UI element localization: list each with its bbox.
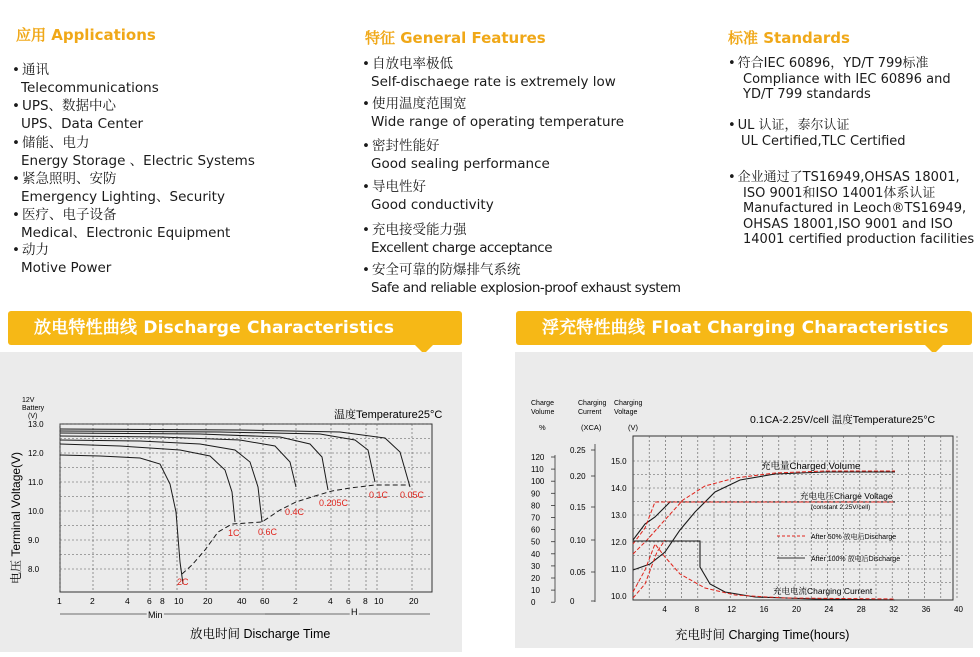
- x-tick-label: 8: [694, 605, 700, 614]
- rate-label: 0.1C: [369, 490, 389, 500]
- list-item: [728, 56, 951, 103]
- item-en: Medical、Electronic Equipment: [21, 225, 231, 241]
- x-tick-label: 2: [90, 596, 95, 606]
- axis-ticks: [531, 444, 963, 614]
- list-item: [12, 134, 255, 170]
- voltage-curve-label: 充电电压Charge Voltage: [800, 491, 893, 501]
- axis-unit: (V): [628, 423, 638, 432]
- voltage-tick-label: 15.0: [611, 457, 627, 466]
- float-chart: [515, 352, 973, 648]
- axis-head: Charge: [531, 400, 554, 407]
- plot-grid: [60, 424, 432, 592]
- discharge-curve: [60, 433, 328, 490]
- float-banner: 浮充特性曲线 Float Charging Characteristics: [516, 311, 972, 345]
- temperature-note: 温度Temperature25°C: [334, 409, 443, 421]
- std-line: • UL 认证，泰尔认证: [728, 118, 906, 134]
- volume-tick-label: 120: [531, 453, 545, 462]
- x-tick-label: 4: [662, 605, 667, 614]
- std-line: UL Certified,TLC Certified: [741, 133, 906, 149]
- discharge-chart-svg: [0, 352, 462, 652]
- standards-list: [728, 56, 978, 256]
- std-line: OHSAS 18001,ISO 9001 and ISO: [743, 216, 953, 232]
- volume-tick-label: 70: [531, 513, 540, 523]
- x-tick-label: 40: [954, 605, 963, 614]
- h-label: H: [351, 607, 358, 617]
- rate-labels: [177, 490, 425, 587]
- y-tick-label: 9.0: [28, 536, 40, 545]
- x-axis-label: 放电时间 Discharge Time: [190, 627, 331, 641]
- item-cn: • 密封性能好: [362, 137, 550, 155]
- list-item: [362, 261, 681, 297]
- rate-label: 0.4C: [285, 507, 305, 517]
- voltage-tick-label: 11.0: [611, 565, 626, 574]
- x-tick-label: 20: [792, 605, 801, 614]
- item-en: Telecommunications: [21, 80, 159, 96]
- volume-tick-label: 80: [531, 501, 540, 511]
- rate-label: 0.6C: [258, 527, 278, 537]
- x-tick-label: 8: [363, 596, 368, 606]
- item-cn: • 安全可靠的防爆排气系统: [362, 261, 681, 279]
- x-tick-label: 6: [346, 596, 351, 606]
- item-en: Motive Power: [21, 260, 112, 276]
- item-cn: • 紧急照明、安防: [12, 170, 225, 188]
- x-ticks: [57, 596, 419, 606]
- x-tick-label: 16: [759, 605, 769, 614]
- y-tick-label: 12.0: [28, 449, 44, 458]
- item-cn: • 导电性好: [362, 178, 494, 196]
- x-tick-label: 20: [203, 596, 213, 606]
- volume-tick-label: 90: [531, 489, 540, 499]
- item-en: UPS、Data Center: [21, 116, 144, 132]
- axis-unit: (XCA): [581, 423, 602, 432]
- list-item: [362, 137, 550, 173]
- std-line: ISO 9001和ISO 14001体系认证: [743, 185, 936, 201]
- volume-tick-label: 40: [531, 549, 540, 559]
- discharge-curve: [60, 436, 296, 487]
- volume-tick-label: 20: [531, 574, 540, 583]
- item-en: Good conductivity: [371, 197, 494, 213]
- std-line: • 符合IEC 60896，YD/T 799标准: [728, 56, 951, 72]
- item-en: Emergency Lighting、Security: [21, 189, 225, 205]
- item-en: Excellent charge acceptance: [371, 240, 553, 256]
- voltage-tick-label: 14.0: [611, 484, 627, 493]
- axis-head: Current: [578, 409, 602, 416]
- volume-tick-label: 50: [531, 537, 540, 547]
- applications-title: 应用 Applications: [16, 26, 156, 44]
- item-en: Self-dischaege rate is extremely low: [371, 74, 616, 90]
- discharge-curve: [60, 455, 183, 584]
- y-ticks: [28, 420, 44, 574]
- list-item: [362, 221, 552, 257]
- volume-tick-label: 100: [531, 477, 545, 487]
- rate-label: 0.205C: [319, 498, 349, 508]
- x-tick-label: 6: [147, 596, 152, 606]
- volume-curve-label: 充电量Charged Volume: [761, 461, 861, 472]
- item-cn: • 使用温度范围宽: [362, 95, 624, 113]
- std-line: YD/T 799 standards: [743, 87, 871, 102]
- legend-100: After 100% 放电后Discharge: [811, 556, 901, 563]
- item-en: Wide range of operating temperature: [371, 114, 625, 130]
- x-tick-label: 36: [921, 605, 931, 614]
- x-tick-label: 20: [409, 596, 419, 606]
- x-tick-label: 32: [889, 605, 899, 614]
- float-chart-svg: [515, 352, 973, 648]
- list-item: [728, 170, 974, 248]
- x-tick-label: 1: [57, 596, 62, 606]
- x-axis-label: 充电时间 Charging Time(hours): [675, 628, 850, 642]
- volume-tick-label: 110: [531, 465, 544, 475]
- rate-label: 0.05C: [400, 490, 425, 500]
- current-tick-label: 0.10: [570, 536, 586, 545]
- volume-tick-label: 30: [531, 561, 540, 571]
- std-line: 14001 certified production facilities: [743, 232, 975, 247]
- discharge-banner: 放电特性曲线 Discharge Characteristics: [8, 311, 462, 345]
- voltage-tick-label: 12.0: [611, 538, 627, 547]
- legend-50: After 50% 放电后Discharge: [811, 534, 897, 541]
- applications-list: [12, 61, 342, 281]
- x-tick-label: 40: [237, 596, 247, 606]
- y-tick-label: 11.0: [28, 478, 43, 487]
- axis-head: Voltage: [614, 409, 638, 416]
- list-item: [728, 118, 906, 149]
- item-cn: • 通讯: [12, 61, 159, 79]
- list-item: [12, 206, 230, 242]
- y-tick-label: 13.0: [28, 420, 44, 429]
- min-label: Min: [148, 610, 163, 620]
- item-en: Good sealing performance: [371, 156, 550, 172]
- axis-head: Volume: [531, 409, 555, 416]
- y-caption: Battery: [22, 405, 45, 412]
- x-tick-label: 10: [374, 596, 384, 606]
- plot-frame: [60, 424, 432, 592]
- list-item: [12, 241, 111, 277]
- x-tick-label: 28: [856, 605, 866, 614]
- std-line: Manufactured in Leoch®TS16949,: [743, 201, 967, 216]
- item-cn: • 自放电率极低: [362, 55, 616, 73]
- x-tick-label: 8: [160, 596, 165, 606]
- x-tick-label: 4: [125, 596, 130, 606]
- features-title: 特征 General Features: [365, 29, 546, 47]
- item-cn: • UPS、数据中心: [12, 97, 143, 115]
- discharge-chart: [0, 352, 462, 652]
- list-item: [362, 178, 494, 214]
- current-tick-label: 0.15: [570, 503, 586, 512]
- features-list: [362, 55, 712, 295]
- rate-label: 1C: [228, 528, 240, 538]
- axis-head: Charging: [614, 400, 643, 407]
- list-item: [12, 97, 143, 133]
- volume-tick-label: 0: [531, 598, 536, 608]
- axis-heads: [531, 400, 643, 432]
- volume-tick-label: 10: [531, 586, 540, 596]
- y-axis-label: 电压 Terminal Voltage(V): [9, 451, 23, 584]
- item-cn: • 动力: [12, 241, 111, 259]
- item-en: Safe and reliable explosion-proof exhaust system: [371, 280, 681, 296]
- x-tick-label: 4: [328, 596, 333, 606]
- axis-unit: %: [539, 423, 546, 432]
- rate-label: 2C: [177, 577, 189, 587]
- item-cn: • 充电接受能力强: [362, 221, 552, 239]
- current-curve-label: 充电电流Charging Current: [773, 586, 873, 596]
- y-caption: 12V: [22, 397, 35, 404]
- x-tick-label: 2: [293, 596, 298, 606]
- x-tick-label: 10: [174, 596, 184, 606]
- voltage-tick-label: 10.0: [611, 592, 627, 601]
- x-tick-label: 12: [727, 605, 737, 614]
- discharge-curve: [60, 440, 262, 522]
- voltage-tick-label: 13.0: [611, 511, 627, 520]
- current-tick-label: 0.05: [570, 568, 586, 577]
- list-item: [362, 55, 616, 91]
- y-tick-label: 8.0: [28, 565, 40, 574]
- list-item: [12, 61, 159, 97]
- item-en: Energy Storage 、Electric Systems: [21, 153, 255, 169]
- discharge-curve: [60, 429, 410, 487]
- item-cn: • 医疗、电子设备: [12, 206, 230, 224]
- volume-tick-label: 60: [531, 525, 540, 535]
- item-cn: • 储能、电力: [12, 134, 255, 152]
- current-tick-label: 0: [570, 597, 575, 606]
- current-tick-label: 0.25: [570, 446, 586, 455]
- discharge-curves: [60, 429, 410, 584]
- std-line: • 企业通过了TS16949,OHSAS 18001,: [728, 170, 974, 186]
- std-line: Compliance with IEC 60896 and: [743, 71, 951, 87]
- current-tick-label: 0.20: [570, 472, 586, 481]
- x-tick-label: 24: [824, 605, 834, 614]
- axis-head: Charging: [578, 400, 607, 407]
- voltage-curve-sublabel: (constant 2.25V/cell): [811, 504, 871, 511]
- standards-title: 标准 Standards: [728, 29, 850, 47]
- list-item: [12, 170, 225, 206]
- y-caption: (V): [28, 413, 38, 420]
- x-tick-label: 60: [260, 596, 270, 606]
- condition-note: 0.1CA-2.25V/cell 温度Temperature25°C: [750, 414, 936, 426]
- y-tick-label: 10.0: [28, 507, 44, 516]
- list-item: [362, 95, 624, 131]
